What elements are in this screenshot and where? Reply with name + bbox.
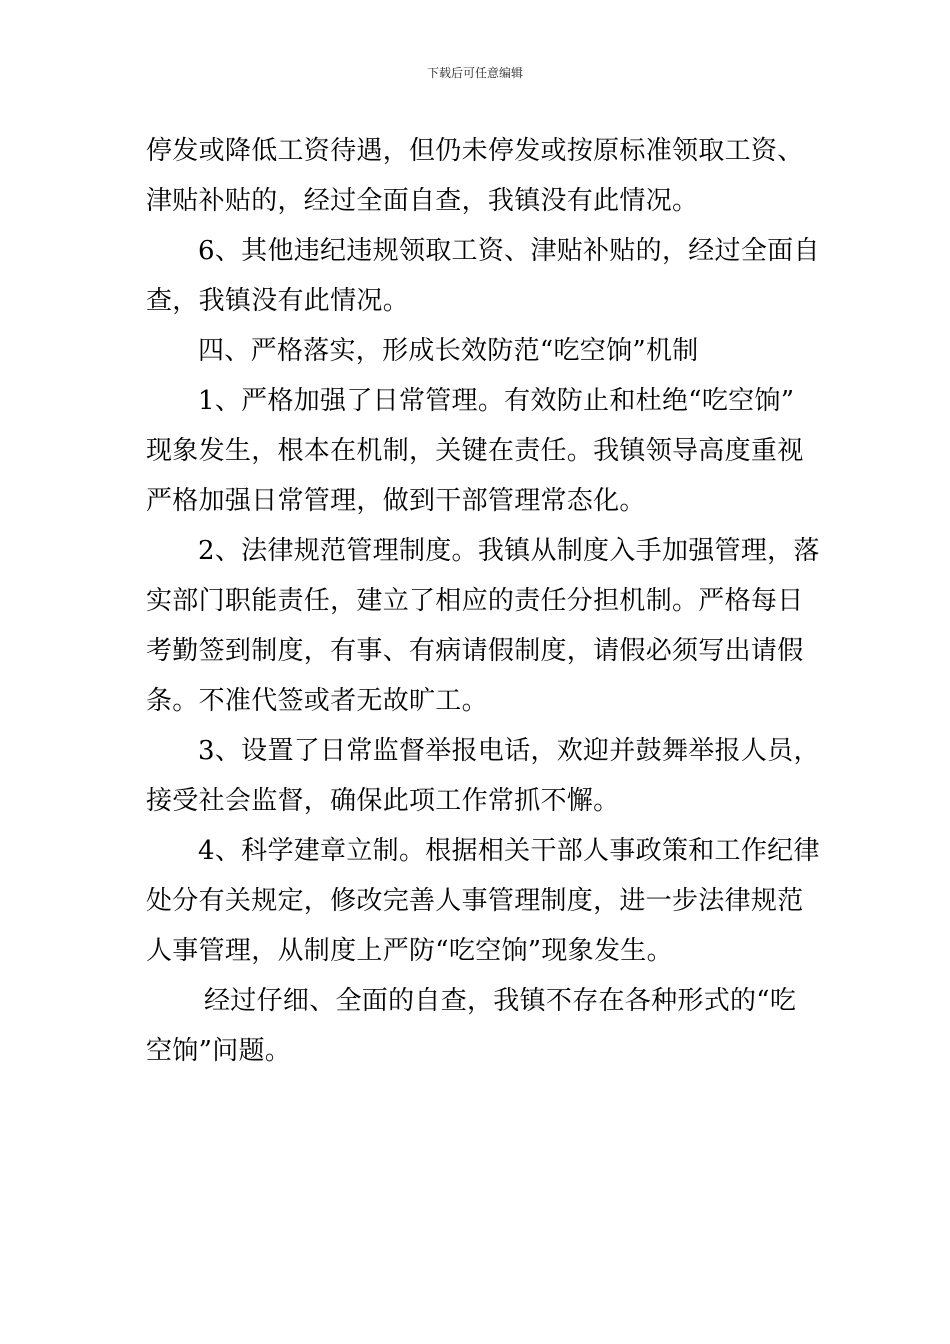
text-line: 1、严格加强了日常管理。有效防止和杜绝“吃空饷” — [198, 386, 795, 416]
text-line: 严格加强日常管理，做到干部管理常态化。 — [146, 486, 646, 516]
text-line: 3、设置了日常监督举报电话，欢迎并鼓舞举报人员， — [198, 736, 820, 766]
text-line: 人事管理，从制度上严防“吃空饷”现象发生。 — [146, 936, 673, 966]
section-heading: 四、严格落实，形成长效防范“吃空饷”机制 — [198, 336, 699, 366]
text-line: 实部门职能责任，建立了相应的责任分担机制。严格每日 — [146, 586, 804, 616]
text-line: 条。不准代签或者无故旷工。 — [146, 686, 488, 716]
text-line: 处分有关规定，修改完善人事管理制度，进一步法律规范 — [146, 886, 804, 916]
text-line: 经过仔细、全面的自查，我镇不存在各种形式的“吃 — [204, 986, 797, 1016]
text-line: 2、法律规范管理制度。我镇从制度入手加强管理，落 — [198, 536, 820, 566]
header-note: 下载后可任意编辑 — [426, 66, 523, 80]
text-line: 空饷”问题。 — [146, 1036, 292, 1066]
text-line: 6、其他违纪违规领取工资、津贴补贴的，经过全面自 — [198, 236, 820, 266]
document-body — [146, 126, 820, 1076]
text-line: 查，我镇没有此情况。 — [146, 286, 410, 316]
text-line: 考勤签到制度，有事、有病请假制度，请假必须写出请假 — [146, 636, 804, 666]
text-line: 停发或降低工资待遇，但仍未停发或按原标准领取工资、 — [146, 136, 804, 166]
text-line: 4、科学建章立制。根据相关干部人事政策和工作纪律 — [198, 836, 820, 866]
text-line: 接受社会监督，确保此项工作常抓不懈。 — [146, 786, 620, 816]
text-line: 津贴补贴的，经过全面自查，我镇没有此情况。 — [146, 186, 699, 216]
text-line: 现象发生，根本在机制，关键在责任。我镇领导高度重视 — [146, 436, 804, 466]
